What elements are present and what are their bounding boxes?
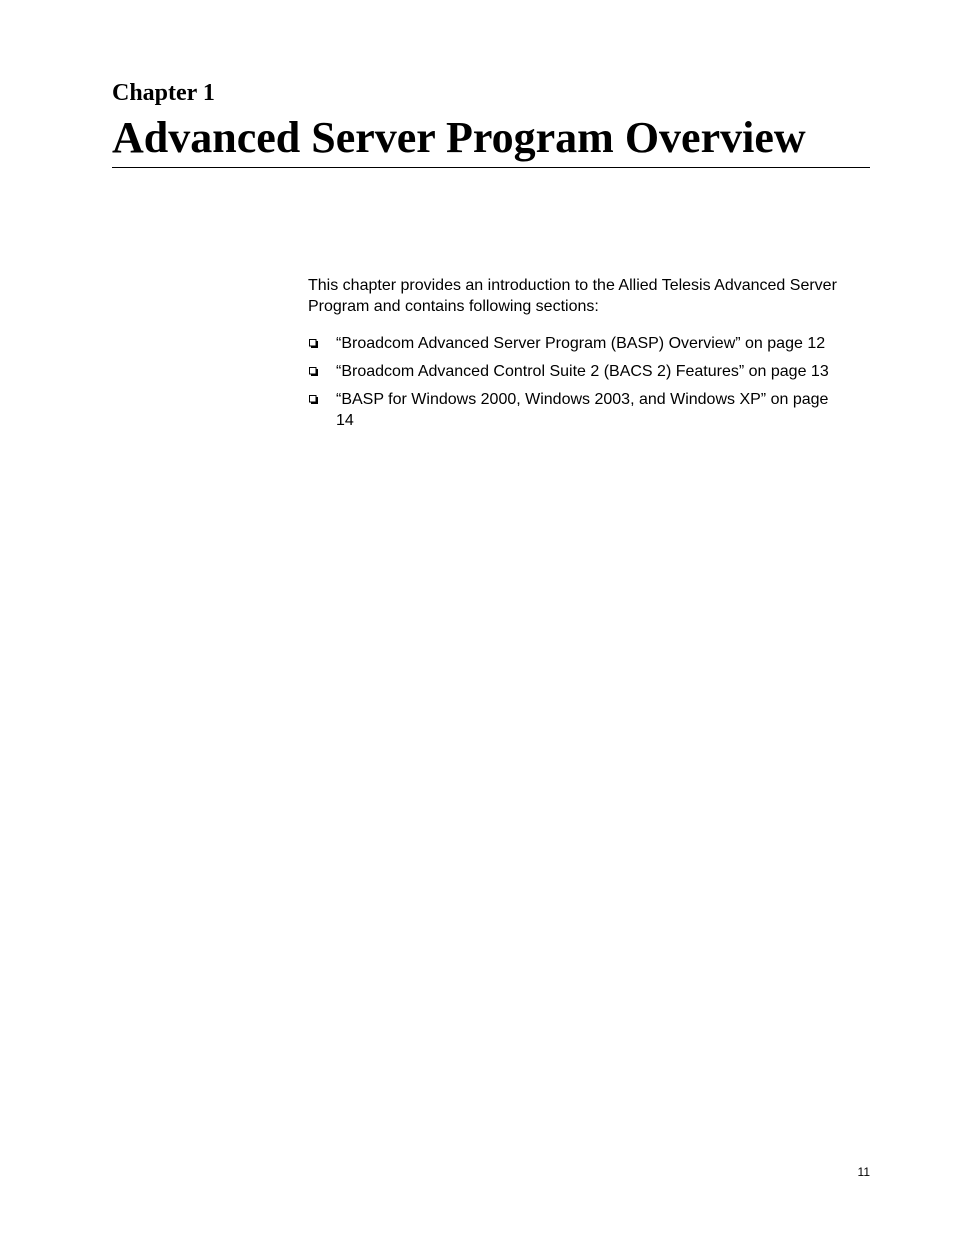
- list-item[interactable]: [308, 361, 878, 382]
- list-item[interactable]: [308, 333, 878, 354]
- list-item-text: “Broadcom Advanced Control Suite 2 (BACS 2) Features” on page 13: [336, 363, 829, 380]
- checkbox-square-icon: [309, 339, 318, 348]
- section-list: [308, 333, 878, 438]
- list-item[interactable]: [308, 389, 878, 431]
- chapter-label: Chapter 1: [112, 80, 215, 106]
- intro-paragraph: This chapter provides an introduction to the Allied Telesis Advanced Server Program and contains following sections:: [308, 277, 837, 315]
- list-item-text: “Broadcom Advanced Server Program (BASP) Overview” on page 12: [336, 335, 826, 352]
- checkbox-square-icon: [309, 395, 318, 404]
- chapter-title: Advanced Server Program Overview: [112, 113, 806, 162]
- page-number: 11: [857, 1165, 870, 1179]
- title-divider: [112, 167, 870, 168]
- list-item-text: “BASP for Windows 2000, Windows 2003, and Windows XP” on page 14: [336, 391, 829, 429]
- checkbox-square-icon: [309, 367, 318, 376]
